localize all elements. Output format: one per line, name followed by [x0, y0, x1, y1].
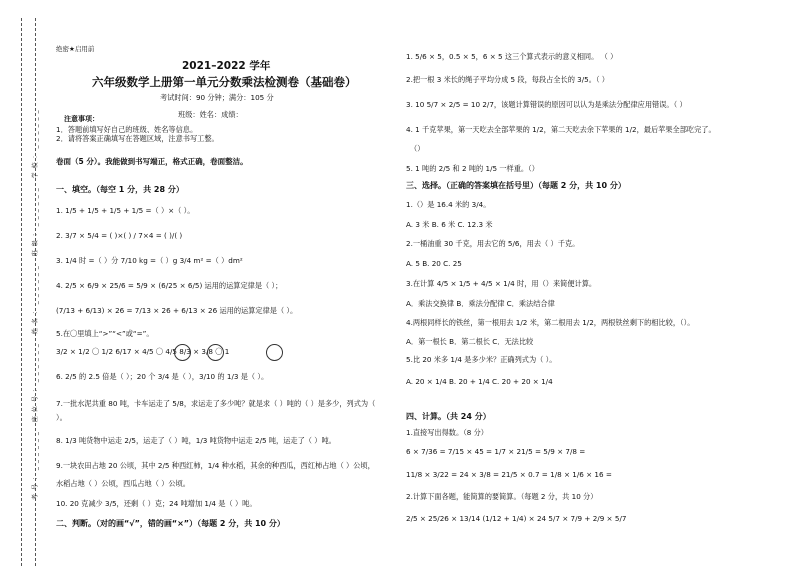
- fill-q6: 6. 2/5 的 2.5 倍是（ ）；20 个 3/4 是（ ），3/10 的 1/3 是（ ）。: [56, 372, 269, 381]
- choice-q1: 1.（）是 16.4 米的 3/4。: [406, 200, 491, 209]
- fill-q10: 10. 20 克减少 3/5，还剩（ ）克；24 吨增加 1/4 是（ ）吨。: [56, 499, 257, 508]
- compare-circle-3[interactable]: [266, 344, 283, 361]
- choice-q3-options: A．乘法交换律 B．乘法分配律 C．乘法结合律: [406, 299, 555, 308]
- fill-q5: 5.在〇里填上“>”“<”或“=”。: [56, 329, 154, 338]
- note-1: 1．答题前填写好自己的班级、姓名等信息。: [56, 125, 198, 134]
- fill-q9: 9.一块农田占地 20 公顷，其中 2/5 种西红柿，1/4 种水稻，其余的种西瓜，西红柿占地（ ）公顷，: [56, 461, 375, 470]
- choice-q5: 5.比 20 米多 1/4 是多少米？正确列式为（ ）。: [406, 355, 557, 364]
- section-3-heading: 三、选择。（正确的答案填在括号里）（每题 2 分，共 10 分）: [406, 181, 626, 190]
- binding-labels: 考号：______ 座位号：______ 姓名：______ 班级：______ 学校：______: [32, 106, 39, 500]
- binding-margin: [0, 0, 44, 574]
- choice-q2-options: A. 5 B. 20 C. 25: [406, 259, 462, 268]
- choice-q2: 2.一桶油重 30 千克，用去它的 5/6，用去（ ）千克。: [406, 239, 580, 248]
- judge-q2: 2.把一根 3 米长的绳子平均分成 5 段，每段占全长的 3/5。（ ）: [406, 75, 609, 84]
- exam-year: 2021–2022 学年: [182, 60, 271, 72]
- secret-label: 绝密★启用前: [56, 45, 95, 53]
- fill-q3: 3. 1/4 时 =（ ）分 7/10 kg =（ ）g 3/4 m² =（ ）dm²: [56, 256, 243, 265]
- calc-part-2: 2.计算下面各题，能简算的要简算。（每题 2 分，共 10 分）: [406, 492, 598, 501]
- choice-q5-options: A. 20 × 1/4 B. 20 + 1/4 C. 20 + 20 × 1/4: [406, 377, 553, 386]
- fill-q7: 7.一批水泥共重 80 吨，卡车运走了 5/8，求运走了多少吨？就是求（ ）吨的（ ）是多少，列式为（ ）。: [56, 399, 376, 422]
- fill-q2: 2. 3/7 × 5/4 = ( )×( ) / 7×4 = ( )/( ): [56, 231, 183, 240]
- fill-q4-part2: (7/13 + 6/13) × 26 = 7/13 × 26 + 6/13 × 26 运用的运算定律是（ ）。: [56, 306, 298, 315]
- dashed-line-outer: [21, 18, 22, 566]
- judge-q4-answer: （）: [410, 144, 425, 153]
- compare-circle-1[interactable]: [174, 344, 191, 361]
- judge-q3: 3. 10 5/7 × 2/5 = 10 2/7，该题计算错误的原因可以认为是乘法分配律应用错误。（ ）: [406, 100, 687, 109]
- judge-q1: 1. 5/6 × 5，0.5 × 5，6 × 5 这三个算式表示的意义相同。 （ ）: [406, 52, 618, 61]
- fill-q1: 1. 1/5 + 1/5 + 1/5 + 1/5 =（ ）×（ ）。: [56, 206, 195, 215]
- judge-q4: 4. 1 千克苹果，第一天吃去全部苹果的 1/2，第二天吃去余下苹果的 1/2，最后苹果全部吃完了。: [406, 125, 716, 134]
- choice-q3: 3.在计算 4/5 × 1/5 + 4/5 × 1/4 时，用（）来简便计算。: [406, 279, 597, 288]
- notes-heading: 注意事项：: [64, 115, 99, 123]
- fill-q5-compare-row: 3/2 × 1/2 〇 1/2 6/17 × 4/5 〇 4/5 8/3 × 3/8 〇 1: [56, 347, 230, 356]
- choice-q1-options: A. 3 米 B. 6 米 C. 12.3 米: [406, 220, 493, 229]
- compare-circle-2[interactable]: [207, 344, 224, 361]
- judge-q5: 5. 1 吨的 2/5 和 2 吨的 1/5 一样重。（）: [406, 164, 539, 173]
- calc-row-2: 11/8 × 3/22 = 24 × 3/8 = 21/5 × 0.7 = 1/8 × 1/6 × 16 =: [406, 470, 612, 479]
- section-1-heading: 一、填空。（每空 1 分，共 28 分）: [56, 185, 184, 194]
- student-fields: 班级：姓名：成绩：: [178, 110, 243, 119]
- note-2: 2．请将答案正确填写在答题区域，注意书写工整。: [56, 134, 219, 143]
- fill-q8: 8. 1/3 吨货物中运走 2/5，运走了（ ）吨，1/3 吨货物中运走 2/5 吨，运走了（ ）吨。: [56, 436, 336, 445]
- section-2-heading: 二、判断。（对的画“√”，错的画“×”）（每题 2 分，共 10 分）: [56, 519, 285, 528]
- choice-q4: 4.两根同样长的铁丝，第一根用去 1/2 米，第二根用去 1/2，两根铁丝剩下的相比较，（）。: [406, 318, 695, 327]
- choice-q4-options: A．第一根长 B．第二根长 C．无法比较: [406, 337, 534, 346]
- fill-q4: 4. 2/5 × 6/9 × 25/6 = 5/9 × (6/25 × 6/5) 运用的运算定律是（ ）；: [56, 281, 283, 290]
- calc-row-3: 2/5 × 25/26 × 13/14 (1/12 + 1/4) × 24 5/7 × 7/9 + 2/9 × 5/7: [406, 514, 627, 523]
- calc-part-1: 1.直接写出得数。（8 分）: [406, 428, 488, 437]
- section-4-heading: 四、计算。（共 24 分）: [406, 412, 491, 421]
- calc-row-1: 6 × 7/36 = 7/15 × 45 = 1/7 × 21/5 = 5/9 × 7/8 =: [406, 447, 586, 456]
- exam-time: 考试时间：90 分钟；满分：105 分: [160, 93, 274, 102]
- fill-q9-part2: 水稻占地（ ）公顷，西瓜占地（ ）公顷。: [56, 479, 190, 488]
- neatness-note: 卷面（5 分）。我能做到书写端正，格式正确，卷面整洁。: [56, 157, 248, 166]
- exam-title: 六年级数学上册第一单元分数乘法检测卷（基础卷）: [92, 75, 357, 89]
